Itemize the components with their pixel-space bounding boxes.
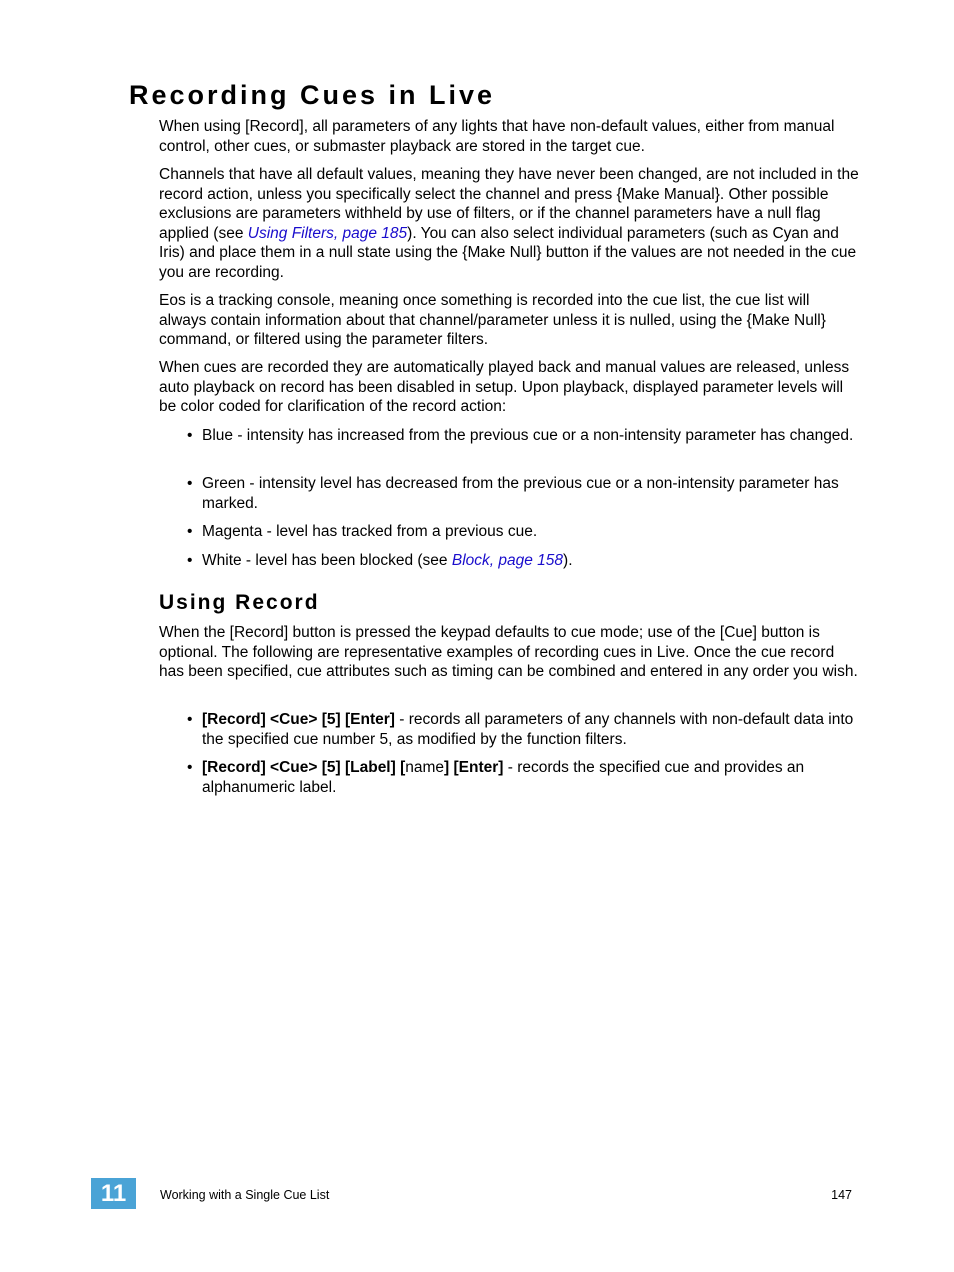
using-filters-link[interactable]: Using Filters, page 185 (247, 224, 408, 242)
bullet-glyph: • (187, 475, 193, 492)
using-record-paragraph: When the [Record] button is pressed the keypad defaults to cue mode; use of the [Cue] button is optional. The following are representative examples of recording cues in Live. Once the cue record has been specified, cue attributes such as timing can be combined and entered in any order you wish. (159, 624, 858, 680)
bullet-glyph: • (187, 759, 193, 776)
bullet-glyph: • (187, 711, 193, 728)
white-text-after: ). (563, 552, 573, 569)
command-description: - records the specified cue and provides an alphanumeric label. (202, 759, 805, 796)
exclusions-text-after: ). You can also select individual parameters (such as Cyan and Iris) and place them in a null state using the {Make Null} button if the values are not needed in the cue you are recording. (159, 224, 857, 281)
bullet-glyph: • (187, 523, 193, 540)
list-item-magenta (187, 522, 859, 542)
chapter-number-badge: 11 (91, 1178, 136, 1209)
playback-paragraph: When cues are recorded they are automatically played back and manual values are released, unless auto playback on record has been disabled in setup. Upon playback, displayed parameter levels will be color coded for clarification of the record action: (159, 359, 850, 415)
list-item-green (187, 474, 859, 513)
page-heading: Recording Cues in Live (129, 80, 496, 110)
list-item-text: Magenta - level has tracked from a previous cue. (202, 523, 538, 540)
command-placeholder: name (405, 759, 445, 776)
subheading-using-record: Using Record (159, 591, 320, 614)
command-syntax-part1: [Record] <Cue> [5] [Label] [ (202, 759, 406, 776)
bullet-glyph: • (187, 427, 193, 444)
white-text-before: White - level has been blocked (see (202, 552, 452, 569)
tracking-paragraph: Eos is a tracking console, meaning once something is recorded into the cue list, the cue list will always contain information about that channel/parameter unless it is nulled, using the {Make Null} command, or filtered using the parameter filters. (159, 292, 826, 348)
list-item-blue (187, 426, 859, 446)
footer-chapter-title: Working with a Single Cue List (160, 1188, 330, 1202)
list-item-text (202, 710, 859, 749)
command-example-1 (187, 710, 859, 749)
list-item-text: Green - intensity level has decreased from the previous cue or a non-intensity parameter has marked. (202, 475, 839, 512)
command-syntax-part2: ] [Enter] (444, 759, 504, 776)
list-item-text: Blue - intensity has increased from the previous cue or a non-intensity parameter has changed. (202, 427, 854, 444)
exclusions-paragraph (159, 165, 859, 282)
block-link[interactable]: Block, page 158 (451, 552, 564, 569)
intro-paragraph: When using [Record], all parameters of any lights that have non-default values, either from manual control, other cues, or submaster playback are stored in the target cue. (159, 118, 835, 155)
bullet-glyph: • (187, 552, 193, 569)
list-item-white (187, 551, 859, 571)
command-example-2 (187, 758, 859, 797)
list-item-text (202, 551, 859, 571)
command-description: - records all parameters of any channels with non-default data into the specified cue number 5, as modified by the function filters. (202, 711, 854, 748)
list-item-text (202, 758, 859, 797)
page-number: 147 (831, 1188, 852, 1202)
exclusions-text-before: Channels that have all default values, meaning they have never been changed, are not included in the record action, unless you specifically select the channel and press {Make Manual}. Other possible exclusions are parameters withheld by use of filters, or if the channel parameters have a null flag applied (see (159, 166, 859, 242)
command-syntax: [Record] <Cue> [5] [Enter] (202, 711, 395, 728)
